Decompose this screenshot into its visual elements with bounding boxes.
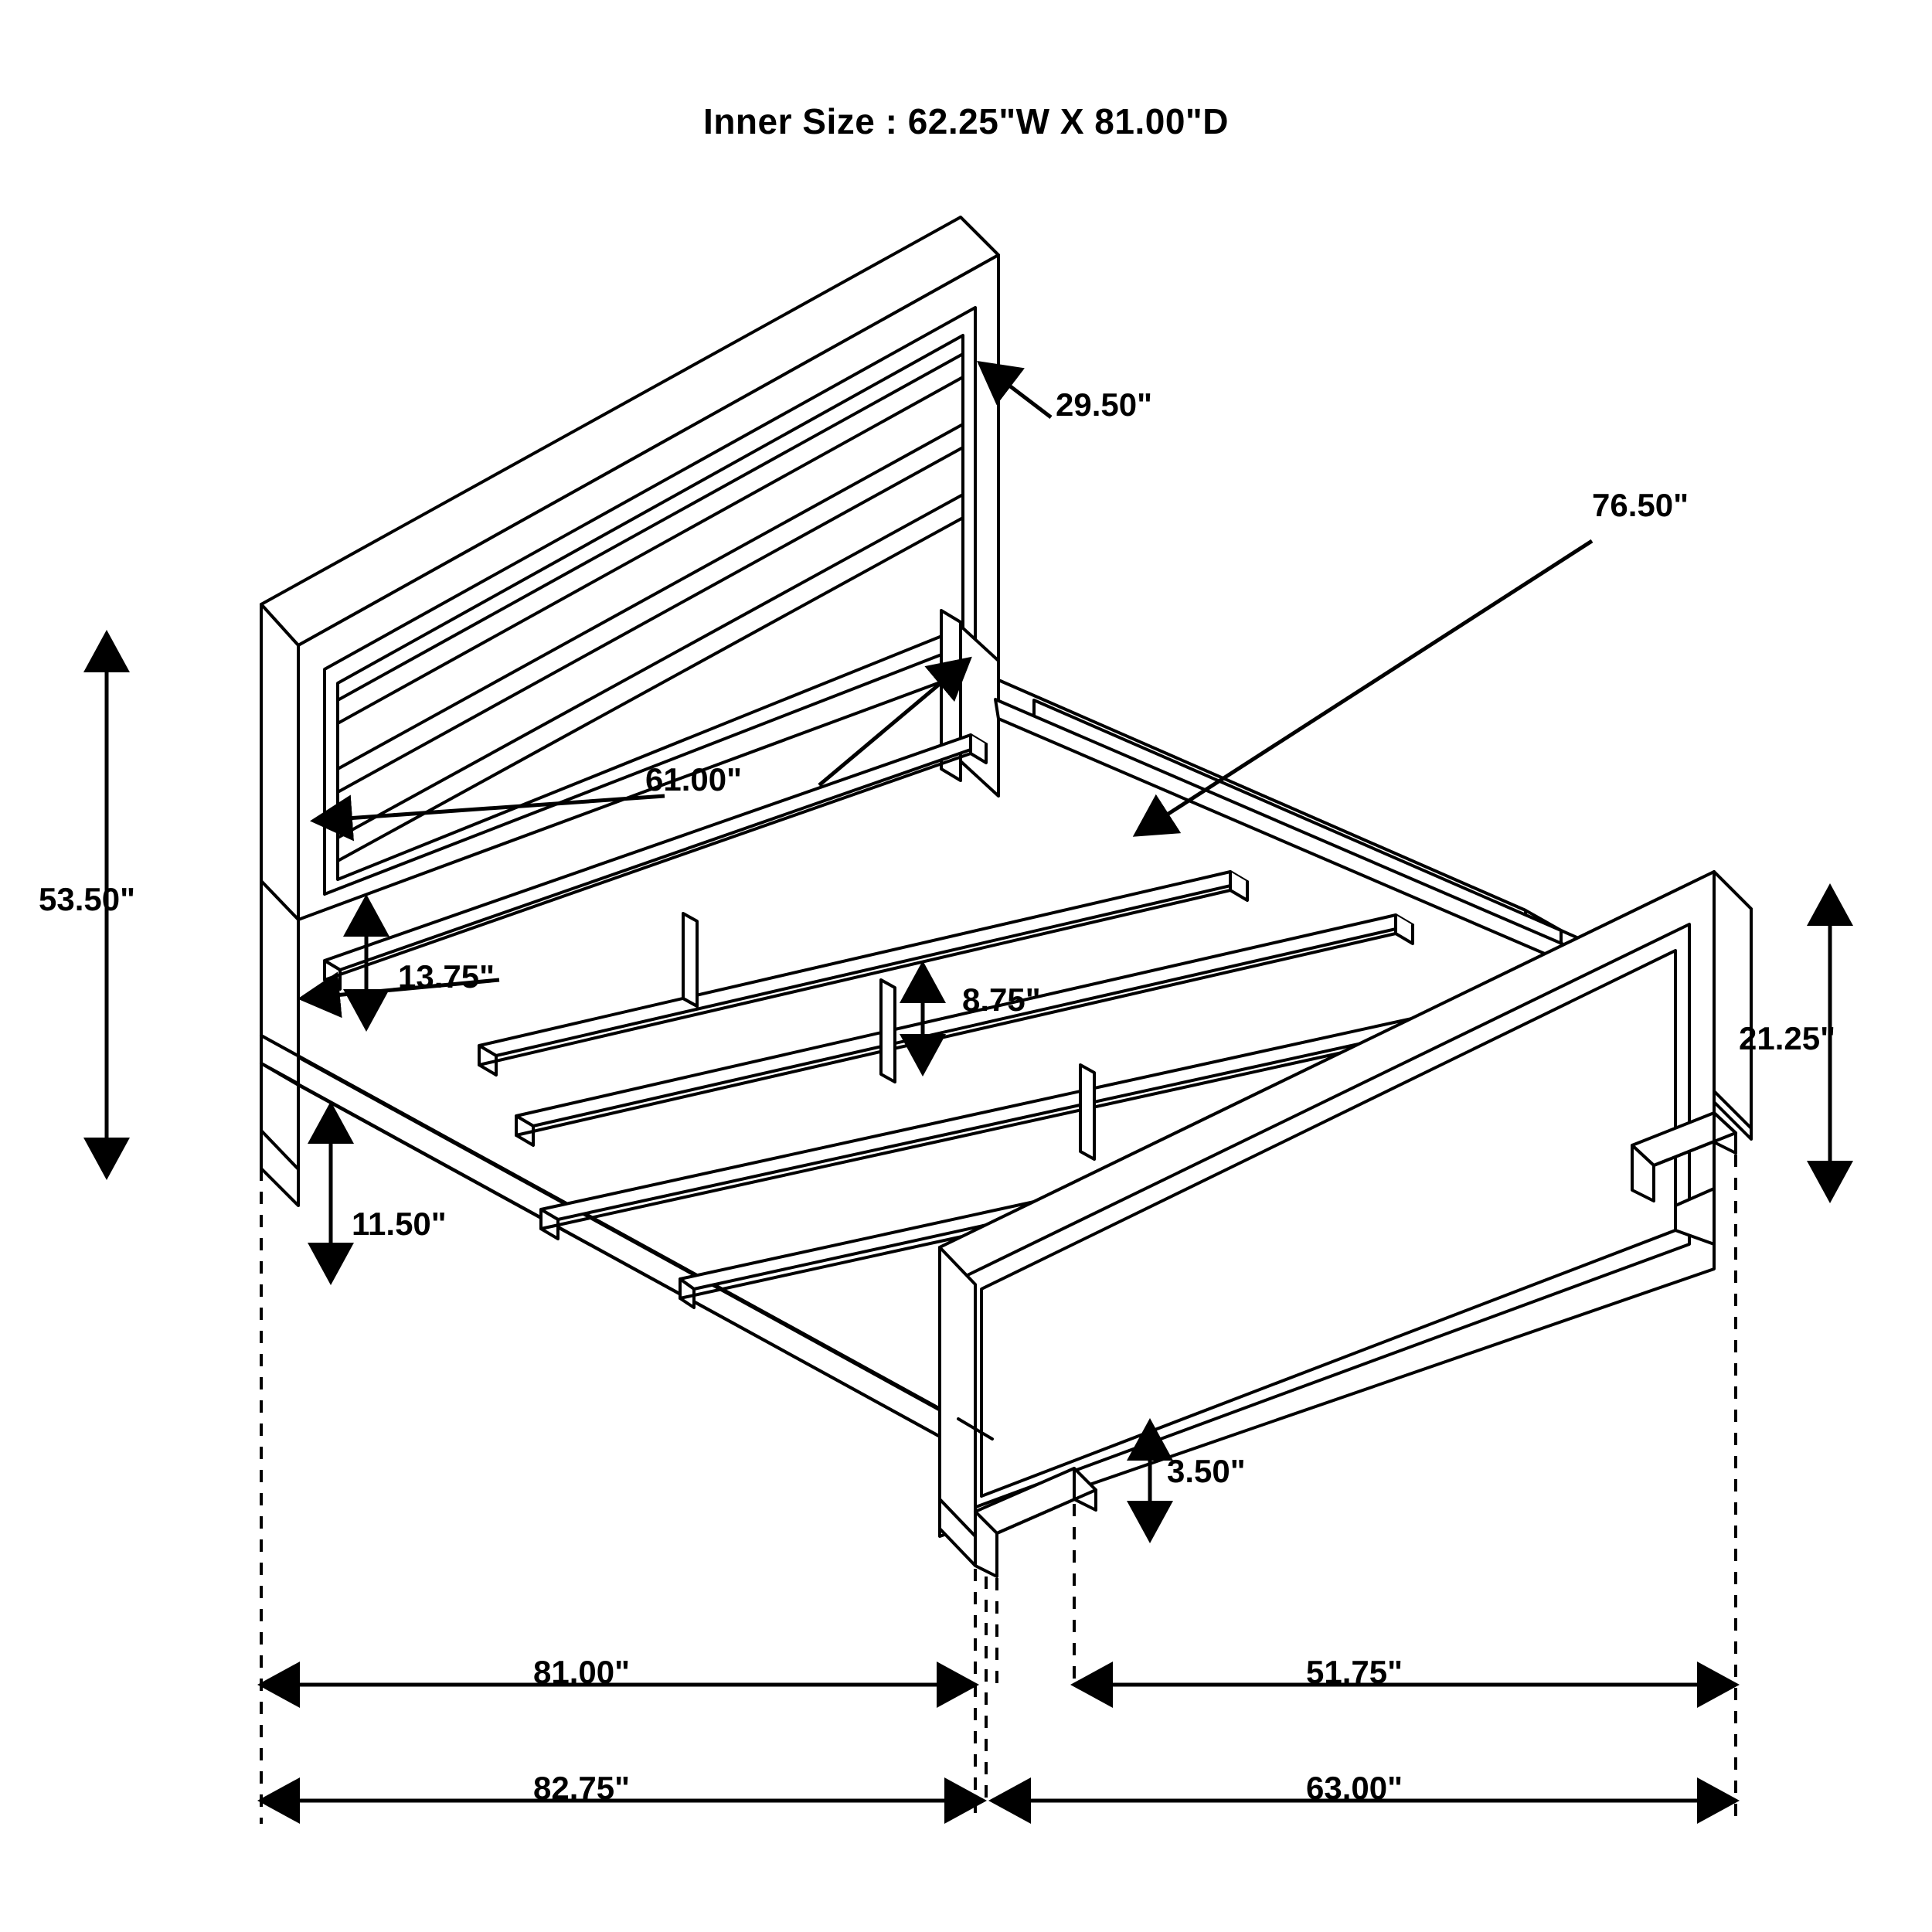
dim-headboard-panel-height: 29.50": [1056, 386, 1153, 423]
dim-side-rail-length: 76.50": [1592, 487, 1689, 523]
dim-headboard-inner-width: 61.00": [645, 761, 743, 798]
dim-overall-height: 53.50": [39, 881, 136, 917]
dim-slat-support-height: 8.75": [962, 981, 1041, 1018]
dim-footboard-inner-width: 51.75": [1306, 1654, 1403, 1690]
dim-inner-depth: 81.00": [533, 1654, 631, 1690]
dim-rail-height-from-floor: 11.50": [352, 1206, 447, 1242]
dim-footboard-panel-height: 21.25": [1739, 1020, 1836, 1056]
page-title: Inner Size : 62.25"W X 81.00"D: [703, 101, 1229, 141]
dim-overall-width: 63.00": [1306, 1770, 1403, 1806]
dim-rail-to-panel: 13.75": [398, 958, 495, 995]
dim-overall-depth: 82.75": [533, 1770, 631, 1806]
dim-foot-clearance: 3.50": [1167, 1453, 1246, 1489]
